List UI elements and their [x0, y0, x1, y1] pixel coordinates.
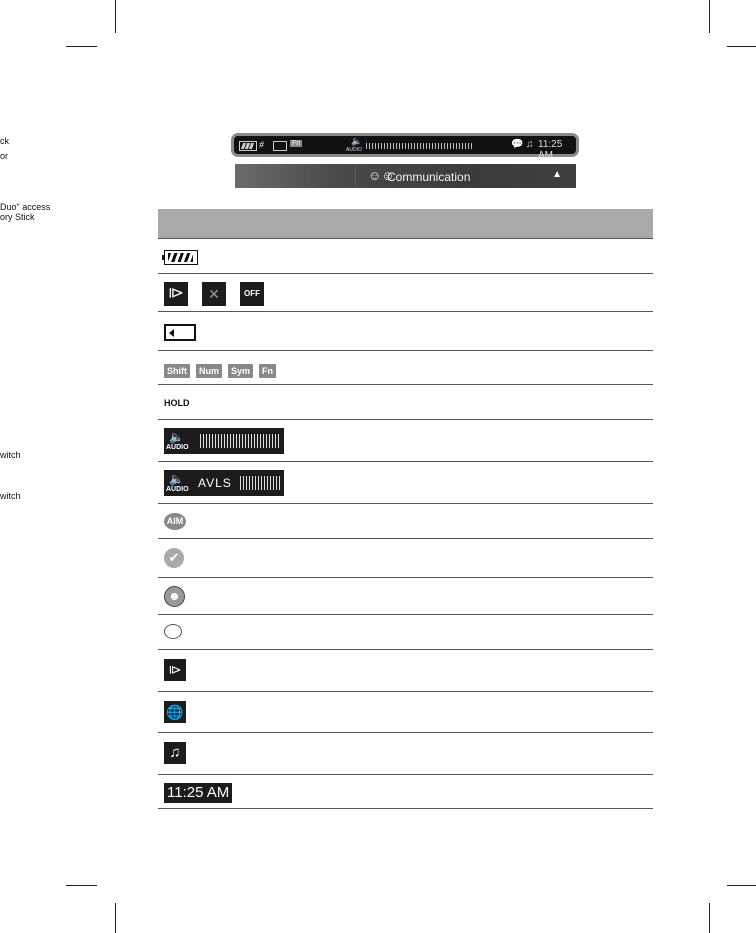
volume-meter	[200, 434, 280, 448]
crop-mark	[66, 46, 97, 47]
people-icon: ☺☺	[368, 168, 395, 183]
num-key-icon: Num	[196, 364, 222, 378]
wireless-off-icon: ✕	[202, 282, 226, 306]
margin-text: witch	[0, 491, 21, 501]
sym-key-icon: Sym	[228, 364, 253, 378]
aim-icon: AIM	[164, 513, 186, 530]
key-indicators	[164, 361, 282, 379]
audio-label: AUDIO	[166, 444, 189, 451]
table-row	[158, 420, 653, 462]
table-row	[158, 615, 653, 650]
checkmark-icon: ✔	[164, 548, 184, 568]
table-row	[158, 385, 653, 420]
crop-mark	[115, 0, 116, 33]
speaker-icon: 🔈	[351, 136, 363, 146]
margin-text: ory Stick	[0, 212, 35, 222]
wireless-icon: ⧣	[259, 139, 265, 149]
volume-meter	[366, 143, 474, 149]
table-row	[158, 504, 653, 539]
volume-meter	[240, 476, 280, 490]
crop-mark	[727, 885, 756, 886]
table-row	[158, 539, 653, 578]
clock: 11:25 AM	[538, 139, 563, 161]
audio-volume-icon	[164, 428, 284, 454]
status-bar	[231, 133, 579, 161]
table-row	[158, 650, 653, 692]
music-note-icon: ♫	[164, 742, 186, 764]
table-row	[158, 775, 653, 809]
margin-text: witch	[0, 450, 21, 460]
table-row	[158, 733, 653, 775]
memory-stick-icon	[164, 324, 196, 341]
table-row	[158, 578, 653, 615]
crop-mark	[115, 903, 116, 933]
globe-icon: 🌐	[164, 701, 186, 723]
status-icon-table	[158, 209, 653, 809]
margin-text: Duo" access	[0, 202, 51, 212]
table-row	[158, 692, 653, 733]
crop-mark	[709, 0, 710, 33]
margin-text: ck	[0, 136, 9, 146]
smiley-icon: ☻	[164, 586, 185, 607]
clock: 11:25 AM	[164, 783, 232, 803]
speaker-icon: 🔈	[169, 472, 184, 486]
audio-label: AUDIO	[166, 486, 189, 493]
crop-mark	[66, 885, 97, 886]
fn-key-icon: Fn	[259, 364, 276, 378]
wireless-disabled-icon: OFF	[240, 282, 264, 306]
table-row	[158, 462, 653, 504]
speech-bubble-icon: 💬	[511, 139, 524, 150]
wireless-on-icon: ⧐	[164, 282, 188, 306]
table-row	[158, 312, 653, 351]
audio-label: AUDIO	[346, 147, 362, 153]
table-header	[158, 209, 653, 239]
communication-label: Communication	[387, 170, 471, 184]
shift-key-icon: Shift	[164, 364, 190, 378]
table-row	[158, 351, 653, 385]
speaker-icon: 🔈	[169, 430, 184, 444]
table-row	[158, 274, 653, 312]
divider	[355, 164, 356, 188]
crop-mark	[727, 46, 756, 47]
battery-icon	[164, 250, 198, 265]
table-row	[158, 239, 653, 274]
speech-bubble-icon	[164, 624, 182, 639]
margin-text: or	[0, 151, 9, 161]
avls-label: AVLS	[198, 476, 232, 490]
battery-icon	[239, 141, 257, 151]
memory-stick-icon	[273, 141, 287, 151]
communication-bar[interactable]	[235, 164, 576, 188]
audio-avls-icon	[164, 470, 284, 496]
rss-icon: ⧐	[164, 659, 186, 681]
fn-key-icon: Fn	[292, 140, 301, 147]
expand-arrow-icon[interactable]: ▲	[552, 169, 562, 180]
hold-icon: HOLD	[164, 398, 190, 408]
music-note-icon: ♫	[526, 139, 534, 150]
crop-mark	[709, 903, 710, 933]
